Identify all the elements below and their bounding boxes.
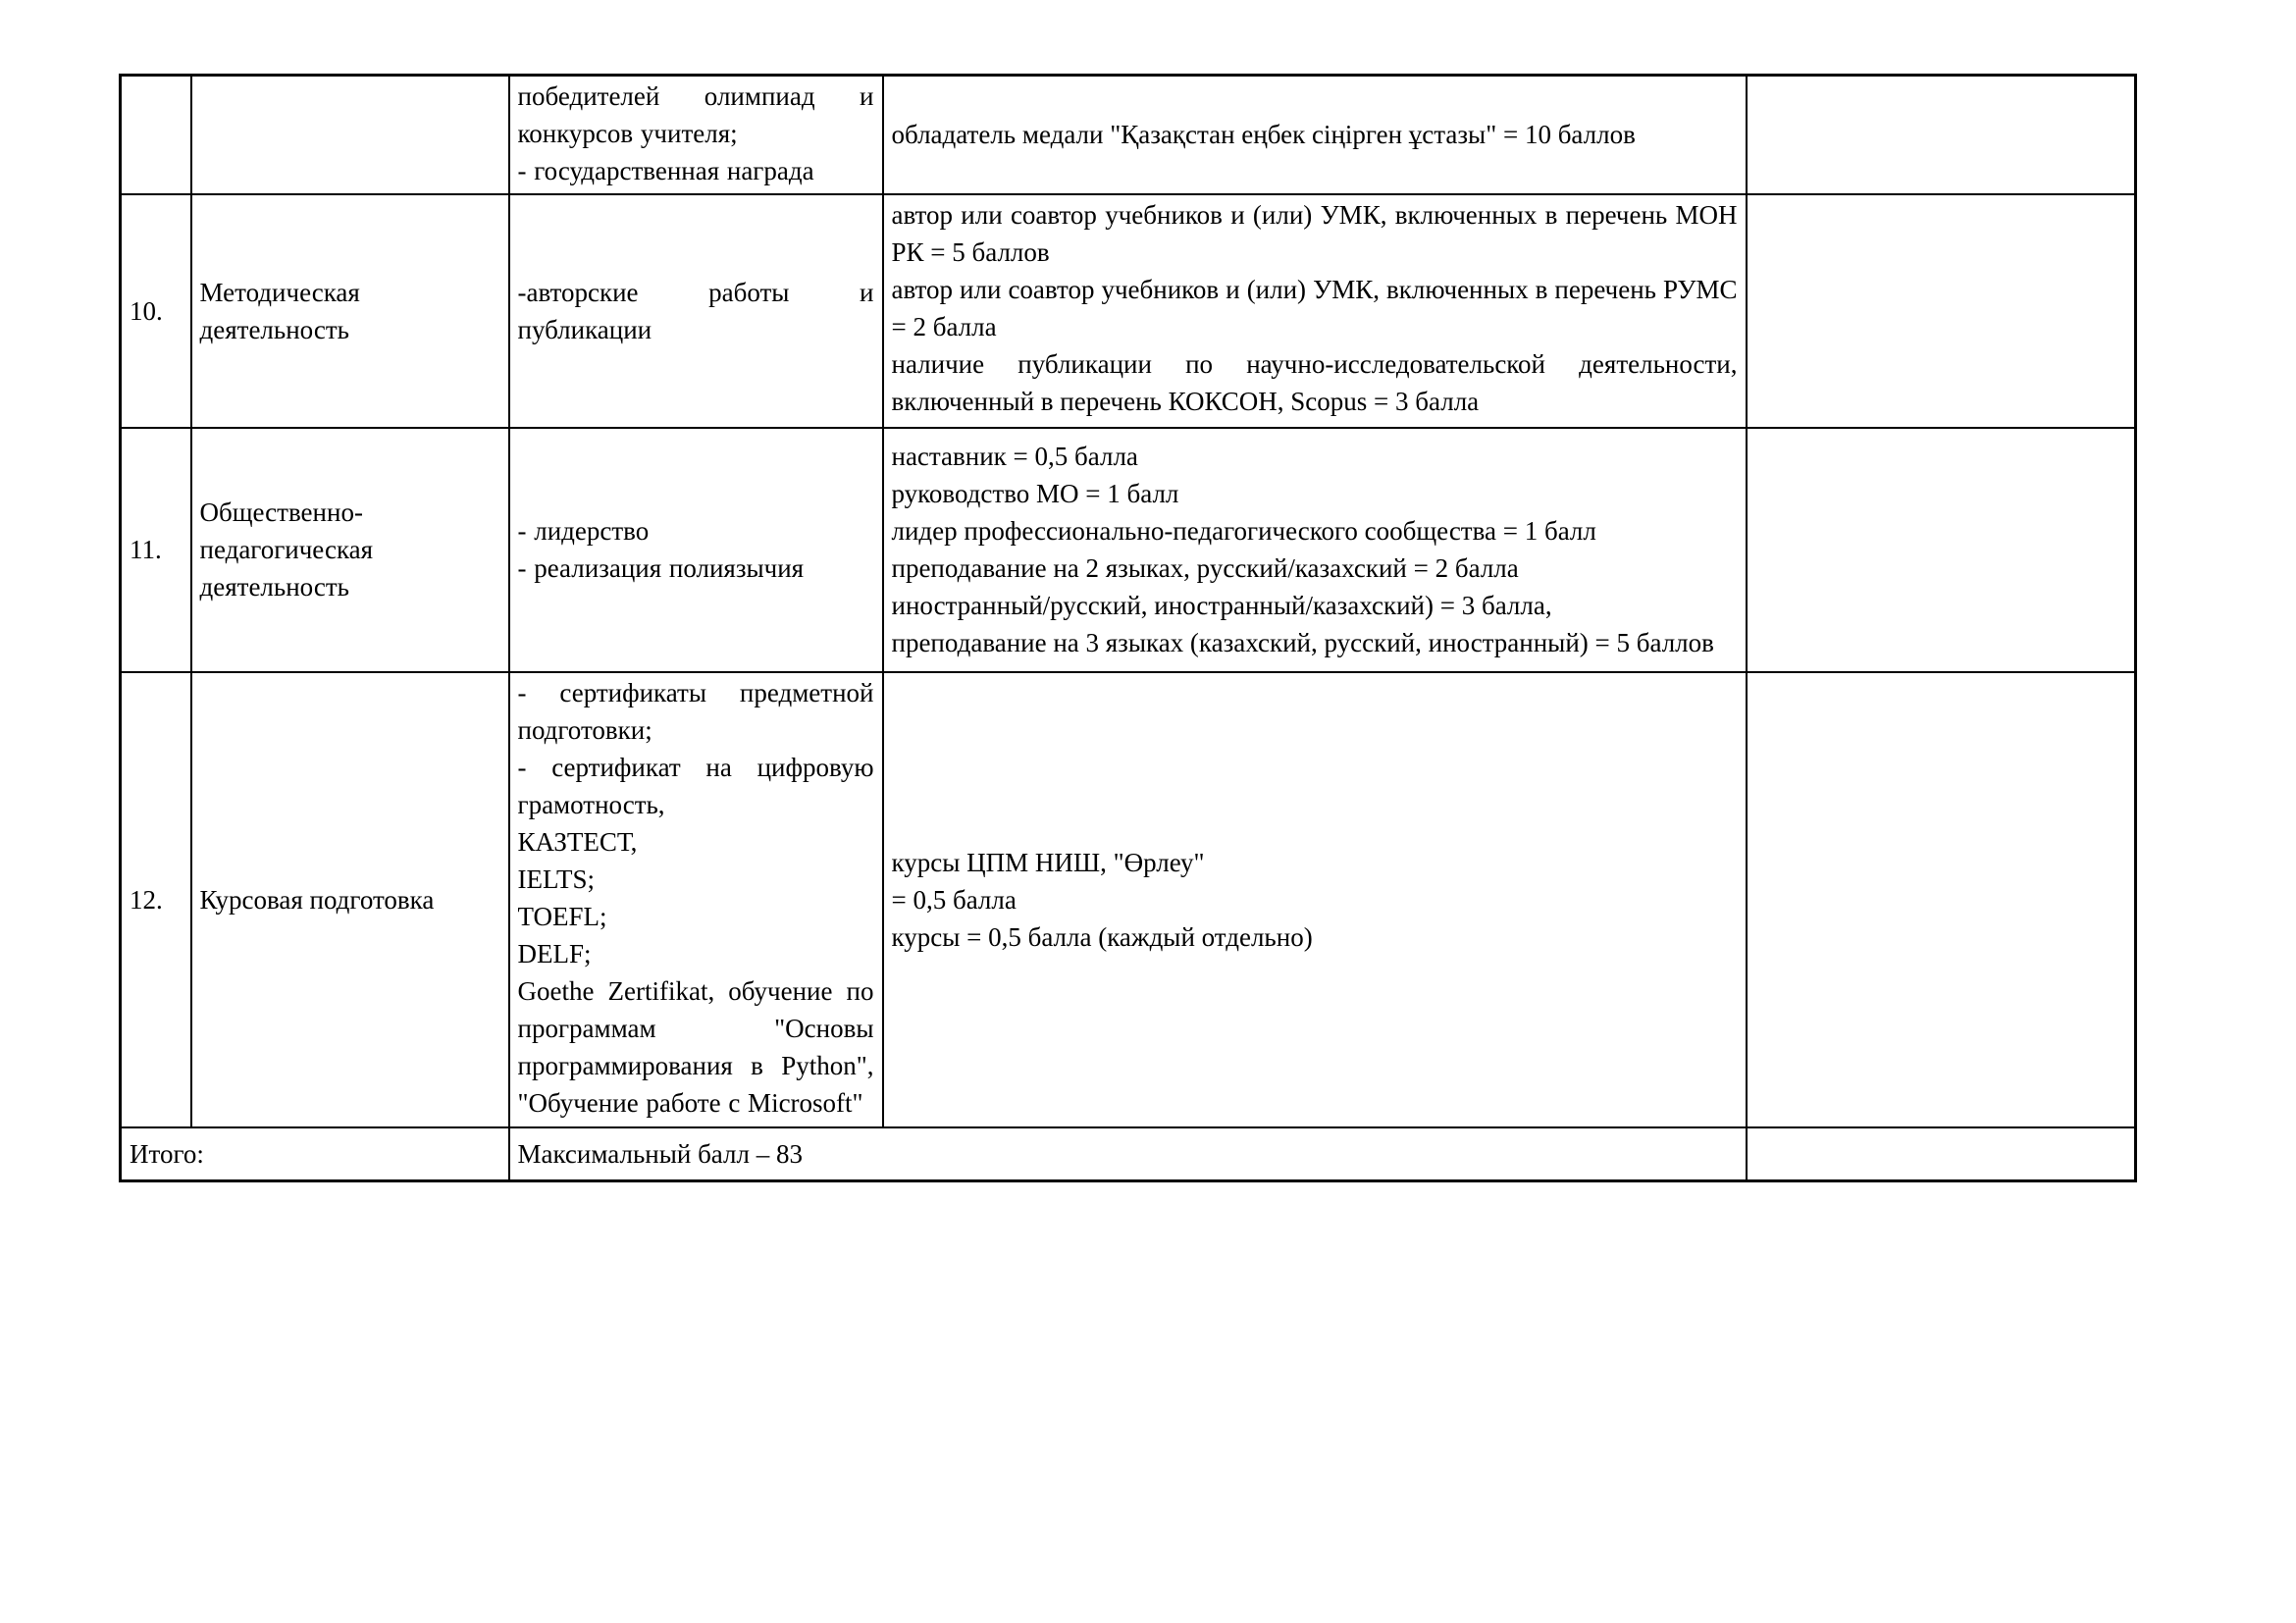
table-row-total — [121, 1127, 2136, 1181]
notes-cell — [1747, 672, 2136, 1127]
criteria-cell — [509, 76, 883, 194]
notes-cell — [1747, 76, 2136, 194]
criteria-cell — [509, 428, 883, 672]
criteria-text: TOEFL; — [517, 901, 607, 931]
criteria-text: КАЗТЕСТ, — [517, 826, 638, 857]
criteria-cell — [509, 672, 883, 1127]
category-cell: Курсовая подготовка — [191, 672, 509, 1127]
criteria-cell — [509, 194, 883, 428]
criteria-text: - реализация полиязычия — [517, 553, 805, 583]
points-text: иностранный/русский, иностранный/казахский) = 3 балла, — [891, 591, 1552, 620]
criteria-text: - сертификаты предметной подготовки; — [517, 677, 874, 745]
criteria-text: -авторские работы и публикации — [517, 277, 874, 344]
category-cell — [191, 76, 509, 194]
total-label-cell: Итого: — [121, 1127, 509, 1181]
points-text: курсы ЦПМ НИШ, "Өрлеу" — [891, 847, 1205, 877]
table-row-11 — [121, 428, 2136, 672]
points-text: = 0,5 балла — [891, 884, 1017, 915]
row-number-cell: 10. — [121, 194, 191, 428]
criteria-text: победителей олимпиад и конкурсов учителя; — [517, 81, 874, 148]
row-number-cell: 11. — [121, 428, 191, 672]
criteria-text: Goethe Zertifikat, обучение по программам "Основы программирования в Python", "Обучение работе с Microsoft" — [517, 975, 874, 1118]
table-row-12 — [121, 672, 2136, 1127]
table-row-continuation — [121, 76, 2136, 194]
points-text: обладатель медали "Қазақстан еңбек сіңірген ұстазы" = 10 баллов — [891, 120, 1636, 150]
points-cell — [883, 76, 1747, 194]
row-number-cell — [121, 76, 191, 194]
criteria-text: IELTS; — [517, 864, 596, 894]
criteria-text: DELF; — [517, 938, 592, 969]
points-cell — [883, 428, 1747, 672]
scoring-criteria-table — [119, 74, 2137, 1182]
notes-cell — [1747, 194, 2136, 428]
criteria-text: - государственная награда — [517, 156, 814, 185]
row-number-cell: 12. — [121, 672, 191, 1127]
points-text: автор или соавтор учебников и (или) УМК, включенных в перечень МОН РК = 5 баллов — [891, 199, 1738, 267]
criteria-text: - сертификат на цифровую грамотность, — [517, 752, 874, 819]
points-text: курсы = 0,5 балла (каждый отдельно) — [891, 921, 1313, 952]
points-cell — [883, 194, 1747, 428]
category-cell: Методическая деятельность — [191, 194, 509, 428]
points-text: наличие публикации по научно-исследовательской деятельности, включенный в перечень КОКСОН, Scopus = 3 балла — [891, 348, 1738, 416]
points-text: лидер профессионально-педагогического сообщества = 1 балл — [891, 516, 1596, 546]
category-cell: Общественно-педагогическая деятельность — [191, 428, 509, 672]
points-text: наставник = 0,5 балла — [891, 442, 1138, 471]
total-value-cell: Максимальный балл – 83 — [509, 1127, 1747, 1181]
points-text: автор или соавтор учебников и (или) УМК, включенных в перечень РУМС = 2 балла — [891, 274, 1738, 341]
notes-cell — [1747, 428, 2136, 672]
notes-cell — [1747, 1127, 2136, 1181]
points-text: руководство МО = 1 балл — [891, 479, 1179, 508]
table-row-10 — [121, 194, 2136, 428]
points-text: преподавание на 2 языках, русский/казахский = 2 балла — [891, 553, 1519, 583]
points-cell — [883, 672, 1747, 1127]
criteria-text: - лидерство — [517, 516, 650, 546]
points-text: преподавание на 3 языках (казахский, русский, иностранный) = 5 баллов — [891, 628, 1714, 657]
